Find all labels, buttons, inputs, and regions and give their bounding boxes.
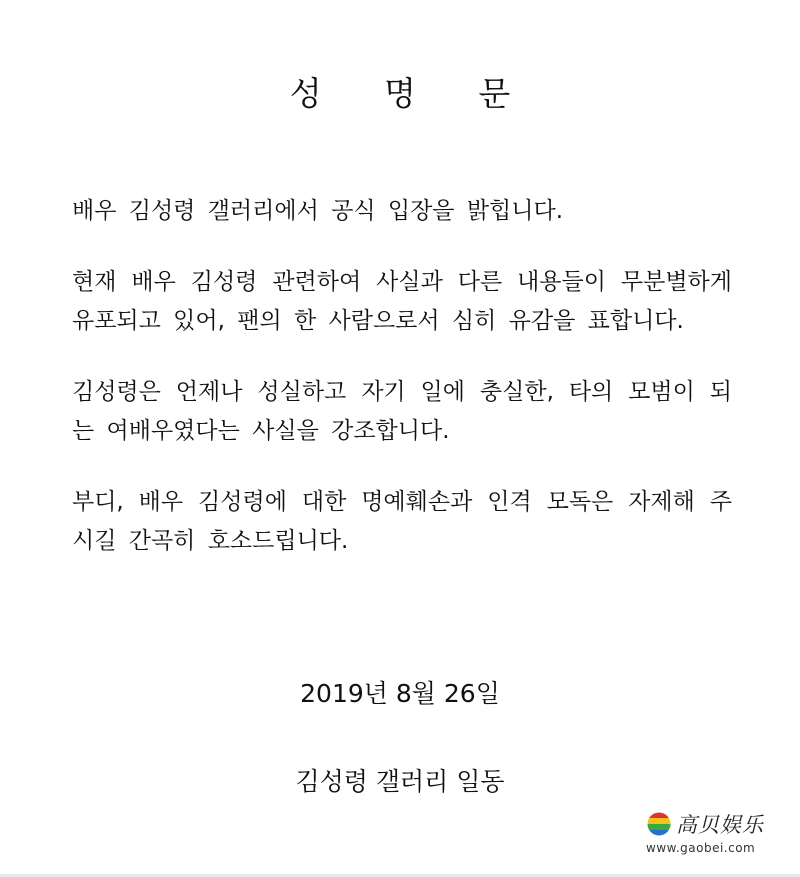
paragraph-1: 배우 김성령 갤러리에서 공식 입장을 밝힙니다. <box>72 198 564 224</box>
watermark <box>646 809 786 861</box>
statement-date: 2019년 8월 26일 <box>300 679 500 708</box>
statement-body <box>72 192 732 593</box>
watermark-brand: 高贝娱乐 <box>676 813 764 837</box>
paragraph-3: 김성령은 언제나 성실하고 자기 일에 충실한, 타의 모범이 되는 여배우였다는 사실을 강조합니다. <box>72 379 732 444</box>
rainbow-circle-logo-icon <box>646 811 672 837</box>
paragraph-2: 현재 배우 김성령 관련하여 사실과 다른 내용들이 무분별하게 유포되고 있어, 팬의 한 사람으로서 심히 유감을 표합니다. <box>72 269 732 334</box>
statement-title: 성 명 문 <box>289 74 537 113</box>
statement-signature: 김성령 갤러리 일동 <box>295 767 505 796</box>
paragraph-4: 부디, 배우 김성령에 대한 명예훼손과 인격 모독은 자제해 주시길 간곡히 호소드립니다. <box>72 489 732 554</box>
watermark-url: www.gaobei.com <box>646 841 756 855</box>
